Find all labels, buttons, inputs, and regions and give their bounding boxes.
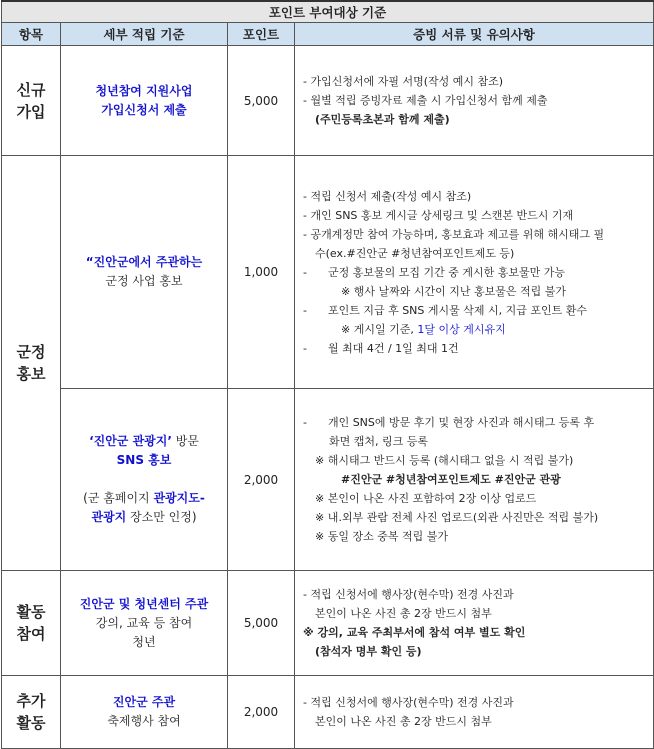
table-title: 포인트 부여대상 기준	[2, 1, 654, 23]
points-criteria-table	[1, 0, 654, 749]
notes-cell: - 적립 신청서에 행사장(현수막) 전경 사진과 본인이 나온 사진 총 2장 반드시 첨부	[295, 676, 654, 749]
table-row-extra-activity	[2, 676, 654, 749]
criteria-cell: 진안군 및 청년센터 주관 강의, 교육 등 참여 청년	[61, 571, 228, 676]
column-header-criteria: 세부 적립 기준	[61, 23, 228, 46]
table-row-signup	[2, 46, 654, 156]
points-cell: 1,000	[228, 156, 295, 389]
column-header-notes: 증빙 서류 및 유의사항	[295, 23, 654, 46]
item-cell: 추가 활동	[2, 676, 61, 749]
item-cell: 신규 가입	[2, 46, 61, 156]
column-header-item: 항목	[2, 23, 61, 46]
points-cell: 5,000	[228, 571, 295, 676]
table-row-promo-policy	[2, 156, 654, 389]
criteria-cell: 진안군 주관 축제행사 참여	[61, 676, 228, 749]
criteria-cell: 청년참여 지원사업 가입신청서 제출	[61, 46, 228, 156]
notes-cell: - 가입신청서에 자필 서명(작성 예시 참조) - 월별 적립 증빙자료 제출 시 가입신청서 함께 제출 (주민등록초본과 함께 제출)	[295, 46, 654, 156]
column-header-points: 포인트	[228, 23, 295, 46]
points-cell: 2,000	[228, 676, 295, 749]
criteria-cell: ‘진안군 관광지’ 방문 SNS 홍보 (군 홈페이지 관광지도- 관광지 장소만 인정)	[61, 389, 228, 571]
criteria-cell: “진안군에서 주관하는 군정 사업 홍보	[61, 156, 228, 389]
notes-cell: - 적립 신청서 제출(작성 예시 참조) - 개인 SNS 홍보 게시글 상세링크 및 스캔본 반드시 기재 - 공개계정만 참여 가능하며, 홍보효과 제고를 위해 해시태그 필 수(ex.#진안군 #청년참여포인트제도 등) - 군정 홍보물의 모집 기간 중 게시한 홍보물만 가능 ※ 행사 날짜와 시간이 지난 홍보물은 적립 불가 - 포인트 지급 후 SNS 게시물 삭제 시, 지급 포인트 환수 ※ 게시일 기준, 1달 이상 게시유지 - 월 최대 4건 / 1일 최대 1건	[295, 156, 654, 389]
notes-cell: - 적립 신청서에 행사장(현수막) 전경 사진과 본인이 나온 사진 총 2장 반드시 첨부 ※ 강의, 교육 주최부서에 참석 여부 별도 확인 (참석자 명부 확인 등)	[295, 571, 654, 676]
notes-cell: - 개인 SNS에 방문 후기 및 현장 사진과 해시태그 등록 후 화면 캡처, 링크 등록 ※ 해시태그 반드시 등록 (해시태그 없을 시 적립 불가) #진안군 #청년참여포인트제도 #진안군 관광 ※ 본인이 나온 사진 포함하여 2장 이상 업로드 ※ 내․외부 관람 전체 사진 업로드(외관 사진만은 적립 불가) ※ 동일 장소 중복 적립 불가	[295, 389, 654, 571]
points-cell: 5,000	[228, 46, 295, 156]
item-cell: 군정 홍보	[2, 156, 61, 571]
column-header-row	[2, 23, 654, 46]
table-row-participation	[2, 571, 654, 676]
item-cell: 활동 참여	[2, 571, 61, 676]
points-cell: 2,000	[228, 389, 295, 571]
table-row-promo-tourism	[2, 389, 654, 571]
